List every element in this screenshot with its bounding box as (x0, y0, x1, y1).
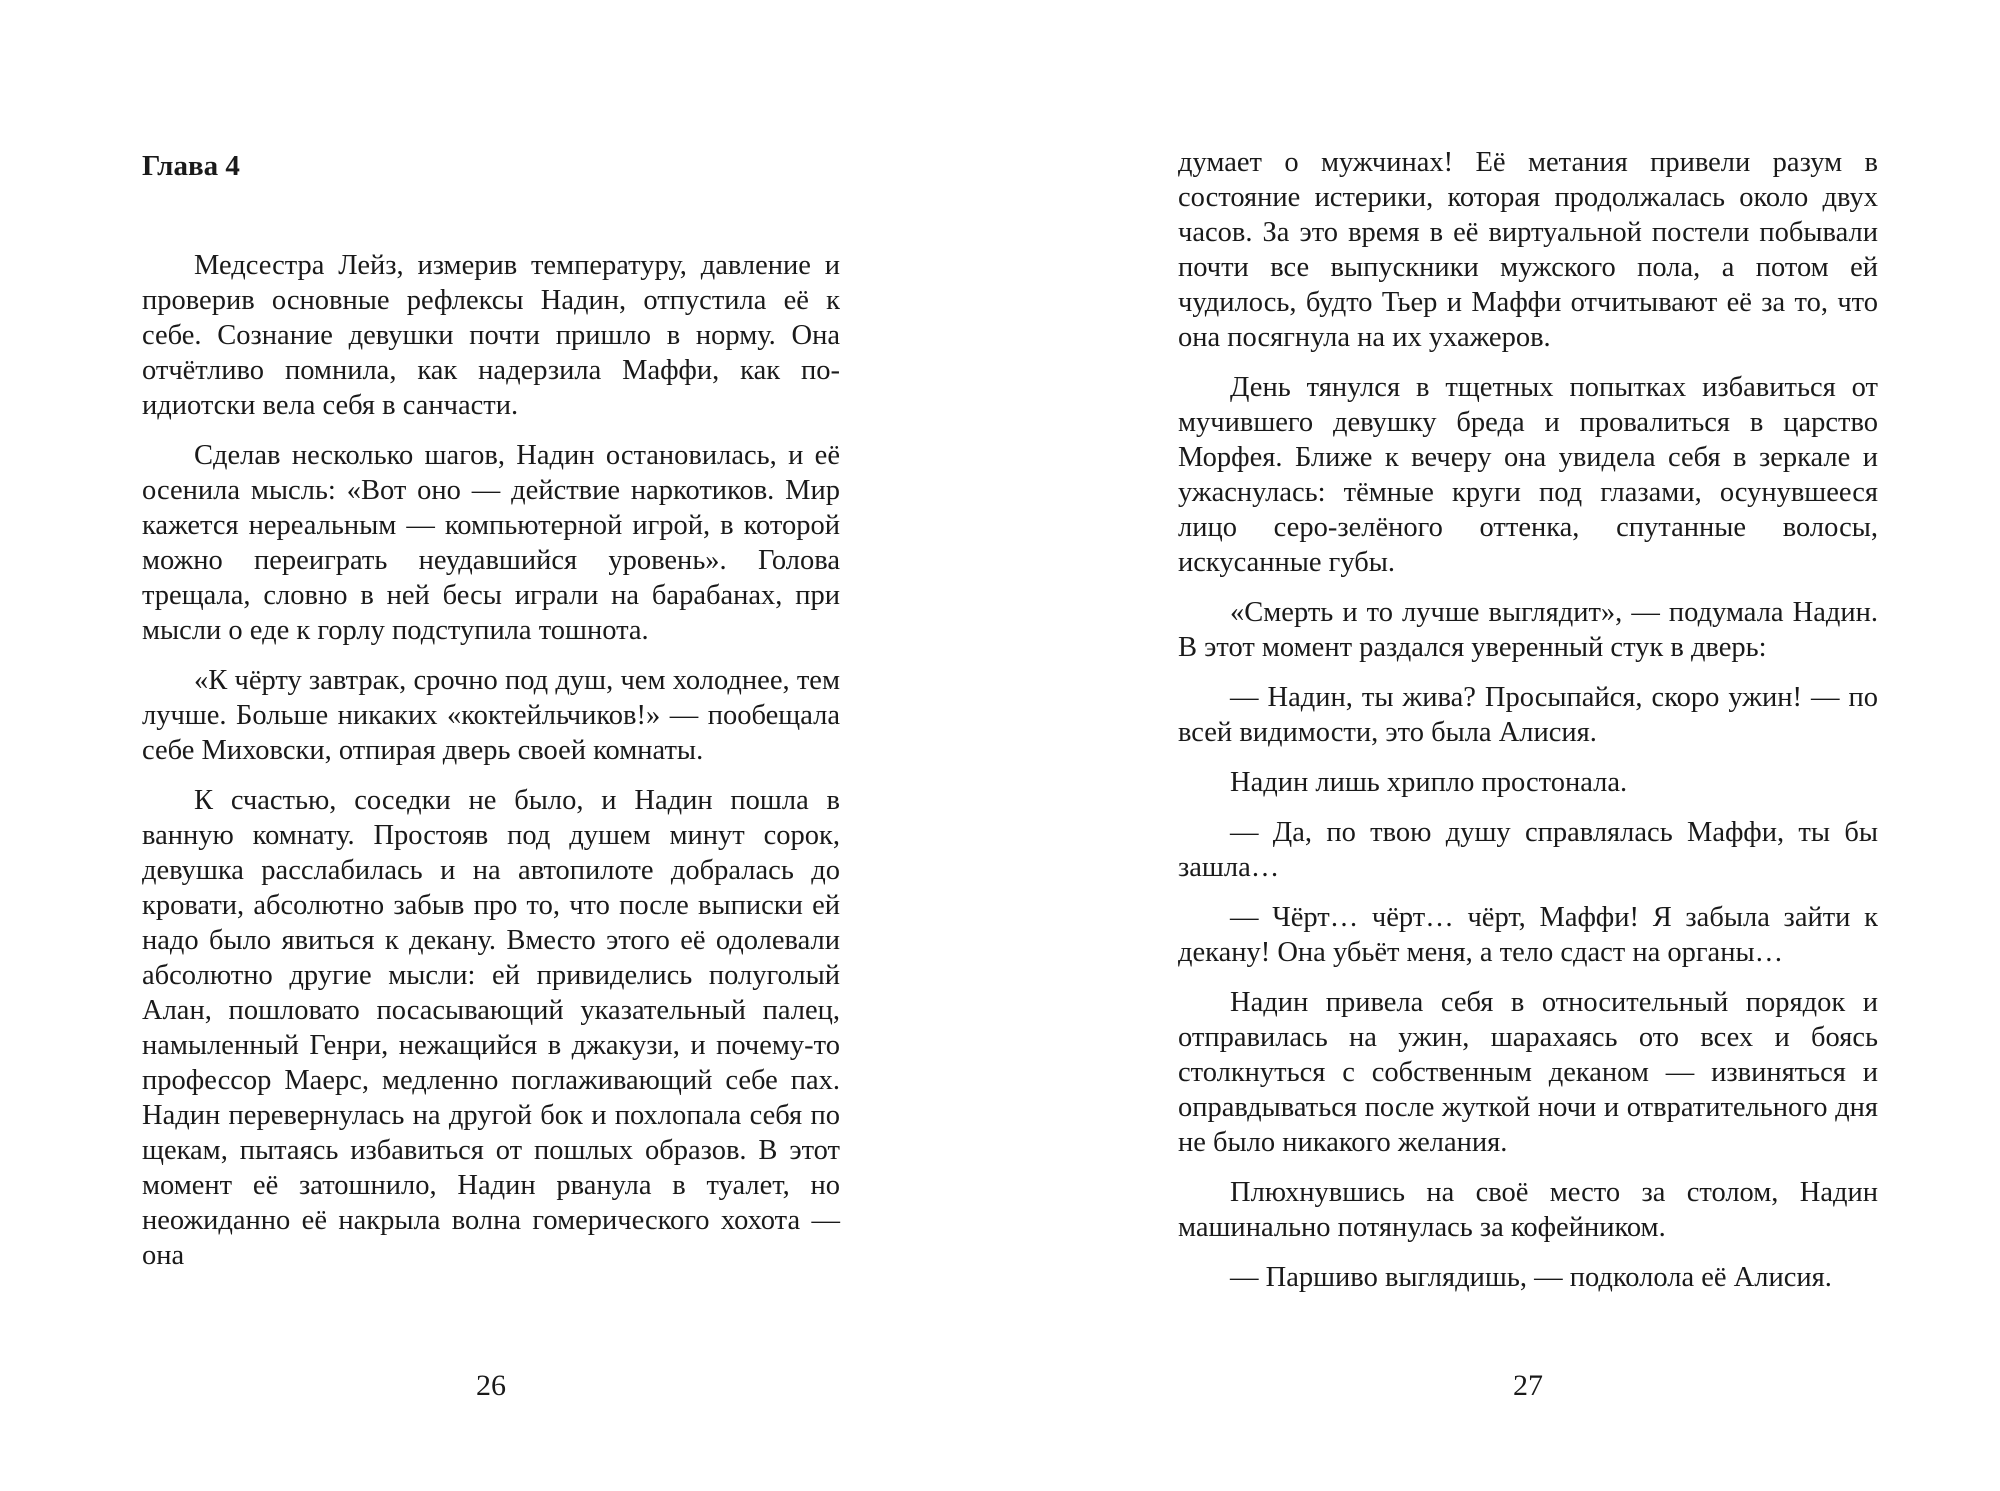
paragraph: Сделав несколько шагов, Надин остановилась, и её осенила мысль: «Вот оно — действие наркотиков. Мир кажется нереальным — компьютерной игрой, в которой можно переиграть неудавшийся уровень». Голова трещала, словно в ней бесы играли на барабанах, при мысли о еде к горлу подступила тошнота. (142, 440, 840, 646)
right-page (1178, 0, 1878, 1491)
paragraph: — Чёрт… чёрт… чёрт, Маффи! Я забыла зайти к декану! Она убьёт меня, а тело сдаст на органы… (1178, 902, 1878, 968)
paragraph: Медсестра Лейз, измерив температуру, давление и проверив основные рефлексы Надин, отпустила её к себе. Сознание девушки почти пришло в норму. Она отчётливо помнила, как надерзила Маффи, как по-идиотски вела себя в санчасти. (142, 250, 840, 421)
left-page-text (142, 248, 840, 1288)
paragraph: К счастью, соседки не было, и Надин пошла в ванную комнату. Простояв под душем минут сорок, девушка расслабилась и на автопилоте добралась до кровати, абсолютно забыв про то, что после выписки ей надо было явиться к декану. Вместо этого её одолевали абсолютно другие мысли: ей привиделись полуголый Алан, пошловато посасывающий указательный палец, намыленный Генри, нежащийся в джакузи, и почему-то профессор Маерс, медленно поглаживающий себе пах. Надин перевернулась на другой бок и похлопала себя по щекам, пытаясь избавиться от пошлых образов. В этот момент её затошнило, Надин рванула в туалет, но неожиданно её накрыла волна гомерического хохота — она (142, 785, 840, 1271)
paragraph: Надин привела себя в относительный порядок и отправилась на ужин, шарахаясь ото всех и боясь столкнуться с собственным деканом — извиняться и оправдываться после жуткой ночи и отвратительного дня не было никакого желания. (1178, 987, 1878, 1158)
paragraph: День тянулся в тщетных попытках избавиться от мучившего девушку бреда и провалиться в царство Морфея. Ближе к вечеру она увидела себя в зеркале и ужаснулась: тёмные круги под глазами, осунувшееся лицо серо-зелёного оттенка, спутанные волосы, искусанные губы. (1178, 372, 1878, 578)
paragraph: «К чёрту завтрак, срочно под душ, чем холоднее, тем лучше. Больше никаких «коктейльчиков!» — пообещала себе Миховски, отпирая дверь своей комнаты. (142, 665, 840, 766)
paragraph-continuation: думает о мужчинах! Её метания привели разум в состояние истерики, которая продолжалась около двух часов. За это время в её виртуальной постели побывали почти все выпускники мужского пола, а потом ей чудилось, будто Тьер и Маффи отчитывают её за то, что она посягнула на их ухажеров. (1178, 147, 1878, 353)
page-number: 27 (1513, 1369, 1543, 1402)
paragraph: Надин лишь хрипло простонала. (1230, 767, 1628, 798)
right-page-text (1178, 145, 1878, 1310)
paragraph: — Да, по твою душу справлялась Маффи, ты бы зашла… (1178, 817, 1878, 883)
paragraph: Плюхнувшись на своё место за столом, Надин машинально потянулась за кофейником. (1178, 1177, 1878, 1243)
left-page (142, 0, 840, 1491)
paragraph: «Смерть и то лучше выглядит», — подумала Надин. В этот момент раздался уверенный стук в дверь: (1178, 597, 1878, 663)
chapter-title: Глава 4 (142, 150, 240, 182)
page-number: 26 (476, 1369, 506, 1402)
paragraph: — Паршиво выглядишь, — подколола её Алисия. (1230, 1262, 1832, 1293)
paragraph: — Надин, ты жива? Просыпайся, скоро ужин! — по всей видимости, это была Алисия. (1178, 682, 1878, 748)
